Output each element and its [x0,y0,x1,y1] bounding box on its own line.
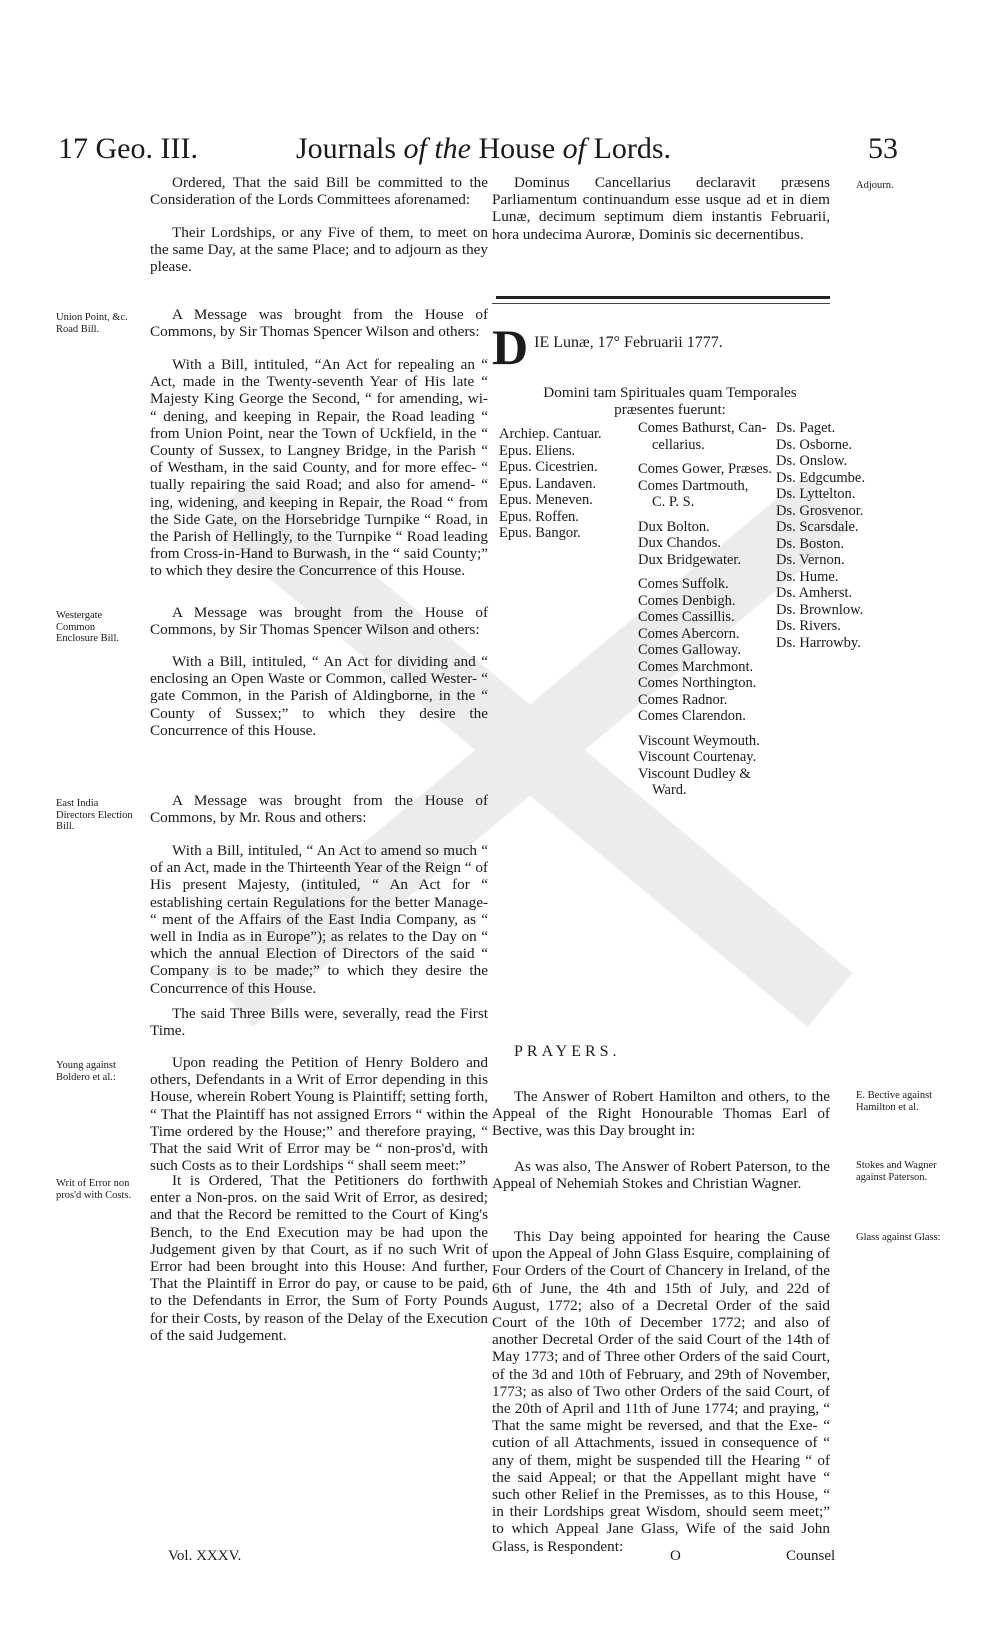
running-head-regnal-year: 17 Geo. III. [58,132,198,165]
margin-note-union-point: Union Point, &c. Road Bill. [56,312,128,335]
baron-8: Ds. Vernon. [776,552,845,568]
left-order-paragraph: Ordered, That the said Bill be committed to the Consideration of the Lords Committees aforenamed: [150,174,488,209]
peer-5: C. P. S. [652,494,695,510]
bishop-0: Archiep. Cantuar. [499,426,602,442]
drop-cap: D [492,319,529,375]
peer-18: Comes Radnor. [638,691,728,708]
peer-13: Comes Cassillis. [638,609,735,625]
peer-8: Dux Chandos. [638,535,721,551]
bishops-list [499,426,602,542]
bishop-3: Epus. Landaven. [499,475,597,492]
peer-9: Dux Bridgewater. [638,551,742,568]
baron-1: Ds. Osborne. [776,436,853,453]
glass-appeal: This Day being appointed for hearing the Cause upon the Appeal of John Glass Esquire, complaining of Four Orders of the Court of Chancery in Ireland, of the 6th of June, the 4th and 15th of July, and 22d of August, 1772; also of a Decretal Order of the said Court of the 10th of December 1772; and also of another Decretal Order of the said Court of the 14th of May 1773; and of Three other Orders of the said Court, of the 3d and 10th of February, and 29th of November, 1773; as also of Two other Orders of the said Court, of the 20th of April and 11th of June 1774; and praying, “ That the same might be reversed, and that the Exe- “ cution of all Attachments, issued in consequence of “ any of them, might be suspended till the Hearing “ of the said Appeal; or that the Appellant might have “ such other Relief in the Premisses, as to this House, “ in their Lordships great Wisdom, should seem meet;” to which Appeal Jane Glass, Wife of the said John Glass, is Respondent: [492,1228,830,1555]
lords-present-heading: Domini tam Spirituales quam Temporales præsentes fuerunt: [543,384,797,419]
bill-union-point: With a Bill, intituled, “An Act for repealing an “ Act, made in the Twenty-seventh Year of His late “ Majesty King George the Second, “ for amending, wi- “ dening, and keeping in Repair, the Road leading “ from Union Point, near the Town of Uckfield, in the “ County of Sussex, to Langney Bridge, in the Parish “ of Westham, in the said County, and for more effec- “ tually repairing the said Road; and also for amend- “ ing, widening, and keeping in Repair, the Road “ from the Side Gate, on the Horsebridge Turnpike “ Road, in the Parish of Hellingly, to the Turnpike “ Road leading from Cross-in-Hand to Burwash, in the “ said County;” to which they desire the Concurrence of this House. [150,356,488,580]
left-meeting-paragraph: Their Lordships, or any Five of them, to meet on the same Day, at the same Place; and to adjourn as they please. [150,224,488,276]
volume-number: Vol. XXXV. [168,1548,242,1564]
peer-2 [638,453,772,461]
margin-note-stokes: Stokes and Wagner against Paterson. [856,1160,937,1183]
signature-mark: O [670,1548,681,1564]
message-east-india: A Message was brought from the House of Commons, by Mr. Rous and others: [150,792,488,827]
stokes-answer: As was also, The Answer of Robert Paterson, to the Appeal of Nehemiah Stokes and Christian Wagner. [492,1158,830,1193]
margin-note-glass: Glass against Glass: [856,1232,941,1243]
margin-note-westergate: Westergate Common Enclosure Bill. [56,610,119,644]
peer-16: Comes Marchmont. [638,658,754,675]
writ-of-error-order: It is Ordered, That the Petitioners do forthwith enter a Non-pros. on the said Writ of Error, as desired; and that the Record be remitted to the Court of King's Bench, to the End Execution may be had upon the Judgement given by that Court, as if no such Writ of Error had been brought into this House: And further, That the Plaintiff in Error do pay, or cause to be paid, to the Defendants in Error, the Sum of Forty Pounds for their Costs, by reason of the Delay of the Execution of the said Judgement. [150,1172,488,1344]
message-union-point: A Message was brought from the House of Commons, by Sir Thomas Spencer Wilson and others: [150,306,488,341]
bill-east-india: With a Bill, intituled, “ An Act to amend so much “ of an Act, made in the Thirteenth Year of the Reign “ of His present Majesty, (intituled, “ An Act for “ establishing certain Regulations for the better Manage- “ ment of the Affairs of the East India Company, as “ well in India as in Europe”); as relates to the Day on “ which the annual Election of Directors of the said “ Company is to be made;” to which they desire the Concurrence of this House. [150,842,488,997]
peer-3: Comes Gower, Præses. [638,461,772,477]
peer-1: cellarius. [652,436,705,453]
peer-22: Viscount Courtenay. [638,749,757,765]
peer-23: Viscount Dudley & [638,765,751,782]
page-number: 53 [868,132,898,165]
bishop-4: Epus. Meneven. [499,492,593,508]
peers-list [638,420,772,799]
baron-2: Ds. Onslow. [776,453,848,469]
peer-7: Dux Bolton. [638,518,710,535]
peer-17: Comes Northington. [638,675,757,691]
bill-westergate: With a Bill, intituled, “ An Act for dividing and “ enclosing an Open Waste or Common, called Wester- “ gate Common, in the Parish of Aldingborne, in the “ County of Sussex;” to which they desire the Concurrence of this House. [150,653,488,739]
peer-10 [638,568,772,576]
baron-13: Ds. Harrowby. [776,634,861,651]
baron-9: Ds. Hume. [776,568,839,585]
peer-4: Comes Dartmouth, [638,477,749,494]
peer-12: Comes Denbigh. [638,592,736,609]
bishop-2: Epus. Cicestrien. [499,459,598,475]
baron-12: Ds. Rivers. [776,618,841,634]
baron-7: Ds. Boston. [776,535,845,552]
baron-11: Ds. Brownlow. [776,601,864,618]
baron-10: Ds. Amherst. [776,585,853,601]
peer-6 [638,511,772,519]
running-head-title: Journals of the House of Lords. [296,132,671,165]
catchword: Counsel [786,1548,836,1564]
section-rule [496,296,830,299]
sitting-date: D IE Lunæ, 17° Februarii 1777. [492,319,723,375]
margin-note-writ-of-error: Writ of Error non pros'd with Costs. [56,1178,132,1201]
baron-5: Ds. Grosvenor. [776,502,864,519]
barons-list [776,420,865,651]
peer-11: Comes Suffolk. [638,576,729,592]
bective-answer: The Answer of Robert Hamilton and others, to the Appeal of the Right Honourable Thomas Earl of Bective, was this Day brought in: [492,1088,830,1140]
baron-4: Ds. Lyttelton. [776,486,856,502]
section-rule-thin [492,303,830,304]
margin-note-adjourn: Adjourn. [856,180,894,191]
margin-note-young-boldero: Young against Boldero et al.: [56,1060,116,1083]
prayers-heading: PRAYERS. [514,1043,621,1060]
peer-21: Viscount Weymouth. [638,732,760,749]
bishop-6: Epus. Bangor. [499,525,581,541]
baron-0: Ds. Paget. [776,420,836,436]
peer-20 [638,725,772,733]
bishop-5: Epus. Roffen. [499,508,579,525]
peer-24: Ward. [652,782,687,798]
baron-3: Ds. Edgcumbe. [776,469,865,486]
message-westergate: A Message was brought from the House of Commons, by Sir Thomas Spencer Wilson and others: [150,604,488,639]
margin-note-east-india: East India Directors Election Bill. [56,798,133,832]
peer-0: Comes Bathurst, Can- [638,420,767,436]
peer-19: Comes Clarendon. [638,708,746,724]
peer-15: Comes Galloway. [638,642,741,658]
bishop-1: Epus. Eliens. [499,442,576,459]
three-bills-read: The said Three Bills were, severally, read the First Time. [150,1005,488,1040]
baron-6: Ds. Scarsdale. [776,519,859,535]
adjournment-paragraph: Dominus Cancellarius declaravit præsens Parliamentum continuandum esse usque ad et in diem Lunæ, decimum septimum diem instantis Februarii, hora undecima Auroræ, Dominis sic decernentibus. [492,174,830,243]
young-boldero-petition: Upon reading the Petition of Henry Boldero and others, Defendants in a Writ of Error depending in this House, wherein Robert Young is Plaintiff; setting forth, “ That the Plaintiff has not assigned Errors “ within the Time ordered by the House;” and therefore praying, “ That the said Writ of Error may be “ non-pros'd, with such Costs as to their Lordships “ shall seem meet:” [150,1054,488,1175]
margin-note-bective: E. Bective against Hamilton et al. [856,1090,933,1113]
peer-14: Comes Abercorn. [638,625,740,642]
